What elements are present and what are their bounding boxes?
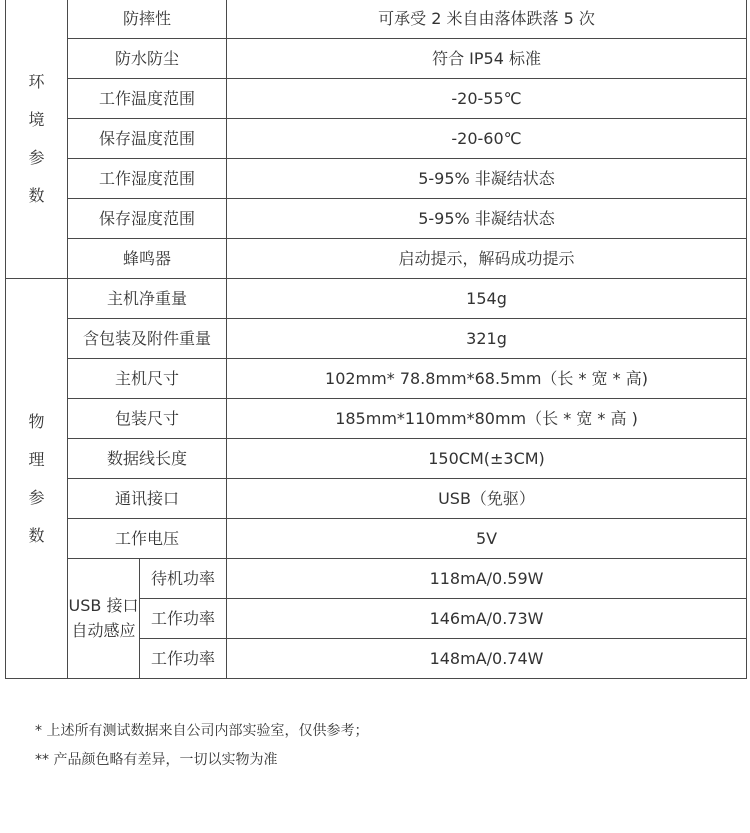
table-row [6,79,747,119]
category-char: 数 [28,186,45,205]
spec-value: -20-55℃ [227,79,747,119]
table-row [6,399,747,439]
spec-value: 102mm* 78.8mm*68.5mm（长 * 宽 * 高) [227,359,747,399]
spec-label: 工作湿度范围 [68,159,227,199]
table-row [6,279,747,319]
spec-label: 防摔性 [68,0,227,39]
spec-value: -20-60℃ [227,119,747,159]
category-environment [6,0,68,279]
spec-label: 主机尺寸 [68,359,227,399]
spec-label: 工作功率 [140,599,227,639]
category-char: 参 [28,487,45,507]
spec-value: 5V [227,519,747,559]
spec-label: 蜂鸣器 [68,239,227,279]
spec-label: 保存湿度范围 [68,199,227,239]
usb-interface-label [68,559,140,679]
table-row [6,359,747,399]
spec-value: 5-95% 非凝结状态 [227,199,747,239]
category-char: 物 [28,411,45,431]
table-row [6,319,747,359]
spec-value: 符合 IP54 标准 [227,39,747,79]
table-row [6,0,747,39]
spec-label: 待机功率 [140,559,227,599]
footnotes [35,718,368,776]
category-char: 理 [28,449,45,469]
spec-value: 154g [227,279,747,319]
table-row [6,519,747,559]
spec-label: 数据线长度 [68,439,227,479]
usb-interface-label-line: USB 接口 [68,596,139,615]
spec-value: 146mA/0.73W [227,599,747,639]
spec-label: 含包装及附件重量 [68,319,227,359]
table-row [6,159,747,199]
category-char: 境 [28,110,45,129]
category-char: 数 [28,525,45,545]
table-row [6,239,747,279]
spec-value: 可承受 2 米自由落体跌落 5 次 [227,0,747,39]
footnote: ** 产品颜色略有差异，一切以实物为准 [35,752,278,768]
spec-label: 包装尺寸 [68,399,227,439]
table-row [6,559,747,599]
spec-value: 5-95% 非凝结状态 [227,159,747,199]
spec-label: 主机净重量 [68,279,227,319]
usb-interface-label-line: 自动感应 [71,621,136,640]
spec-value: USB（免驱） [227,479,747,519]
spec-value: 118mA/0.59W [227,559,747,599]
spec-label: 工作电压 [68,519,227,559]
spec-label: 工作温度范围 [68,79,227,119]
table-row [6,479,747,519]
table-row [6,119,747,159]
spec-value: 321g [227,319,747,359]
table-row [6,439,747,479]
spec-value: 148mA/0.74W [227,639,747,679]
category-char: 环 [28,72,45,91]
spec-table [5,0,747,679]
spec-label: 工作功率 [140,639,227,679]
spec-value: 启动提示，解码成功提示 [227,239,747,279]
spec-value: 185mm*110mm*80mm（长 * 宽 * 高 ) [227,399,747,439]
footnote: * 上述所有测试数据来自公司内部实验室，仅供参考； [35,723,369,739]
category-physical [6,279,68,679]
category-char: 参 [28,148,45,167]
spec-label: 通讯接口 [68,479,227,519]
table-row [6,39,747,79]
table-row [6,199,747,239]
spec-label: 保存温度范围 [68,119,227,159]
spec-label: 防水防尘 [68,39,227,79]
spec-value: 150CM(±3CM) [227,439,747,479]
